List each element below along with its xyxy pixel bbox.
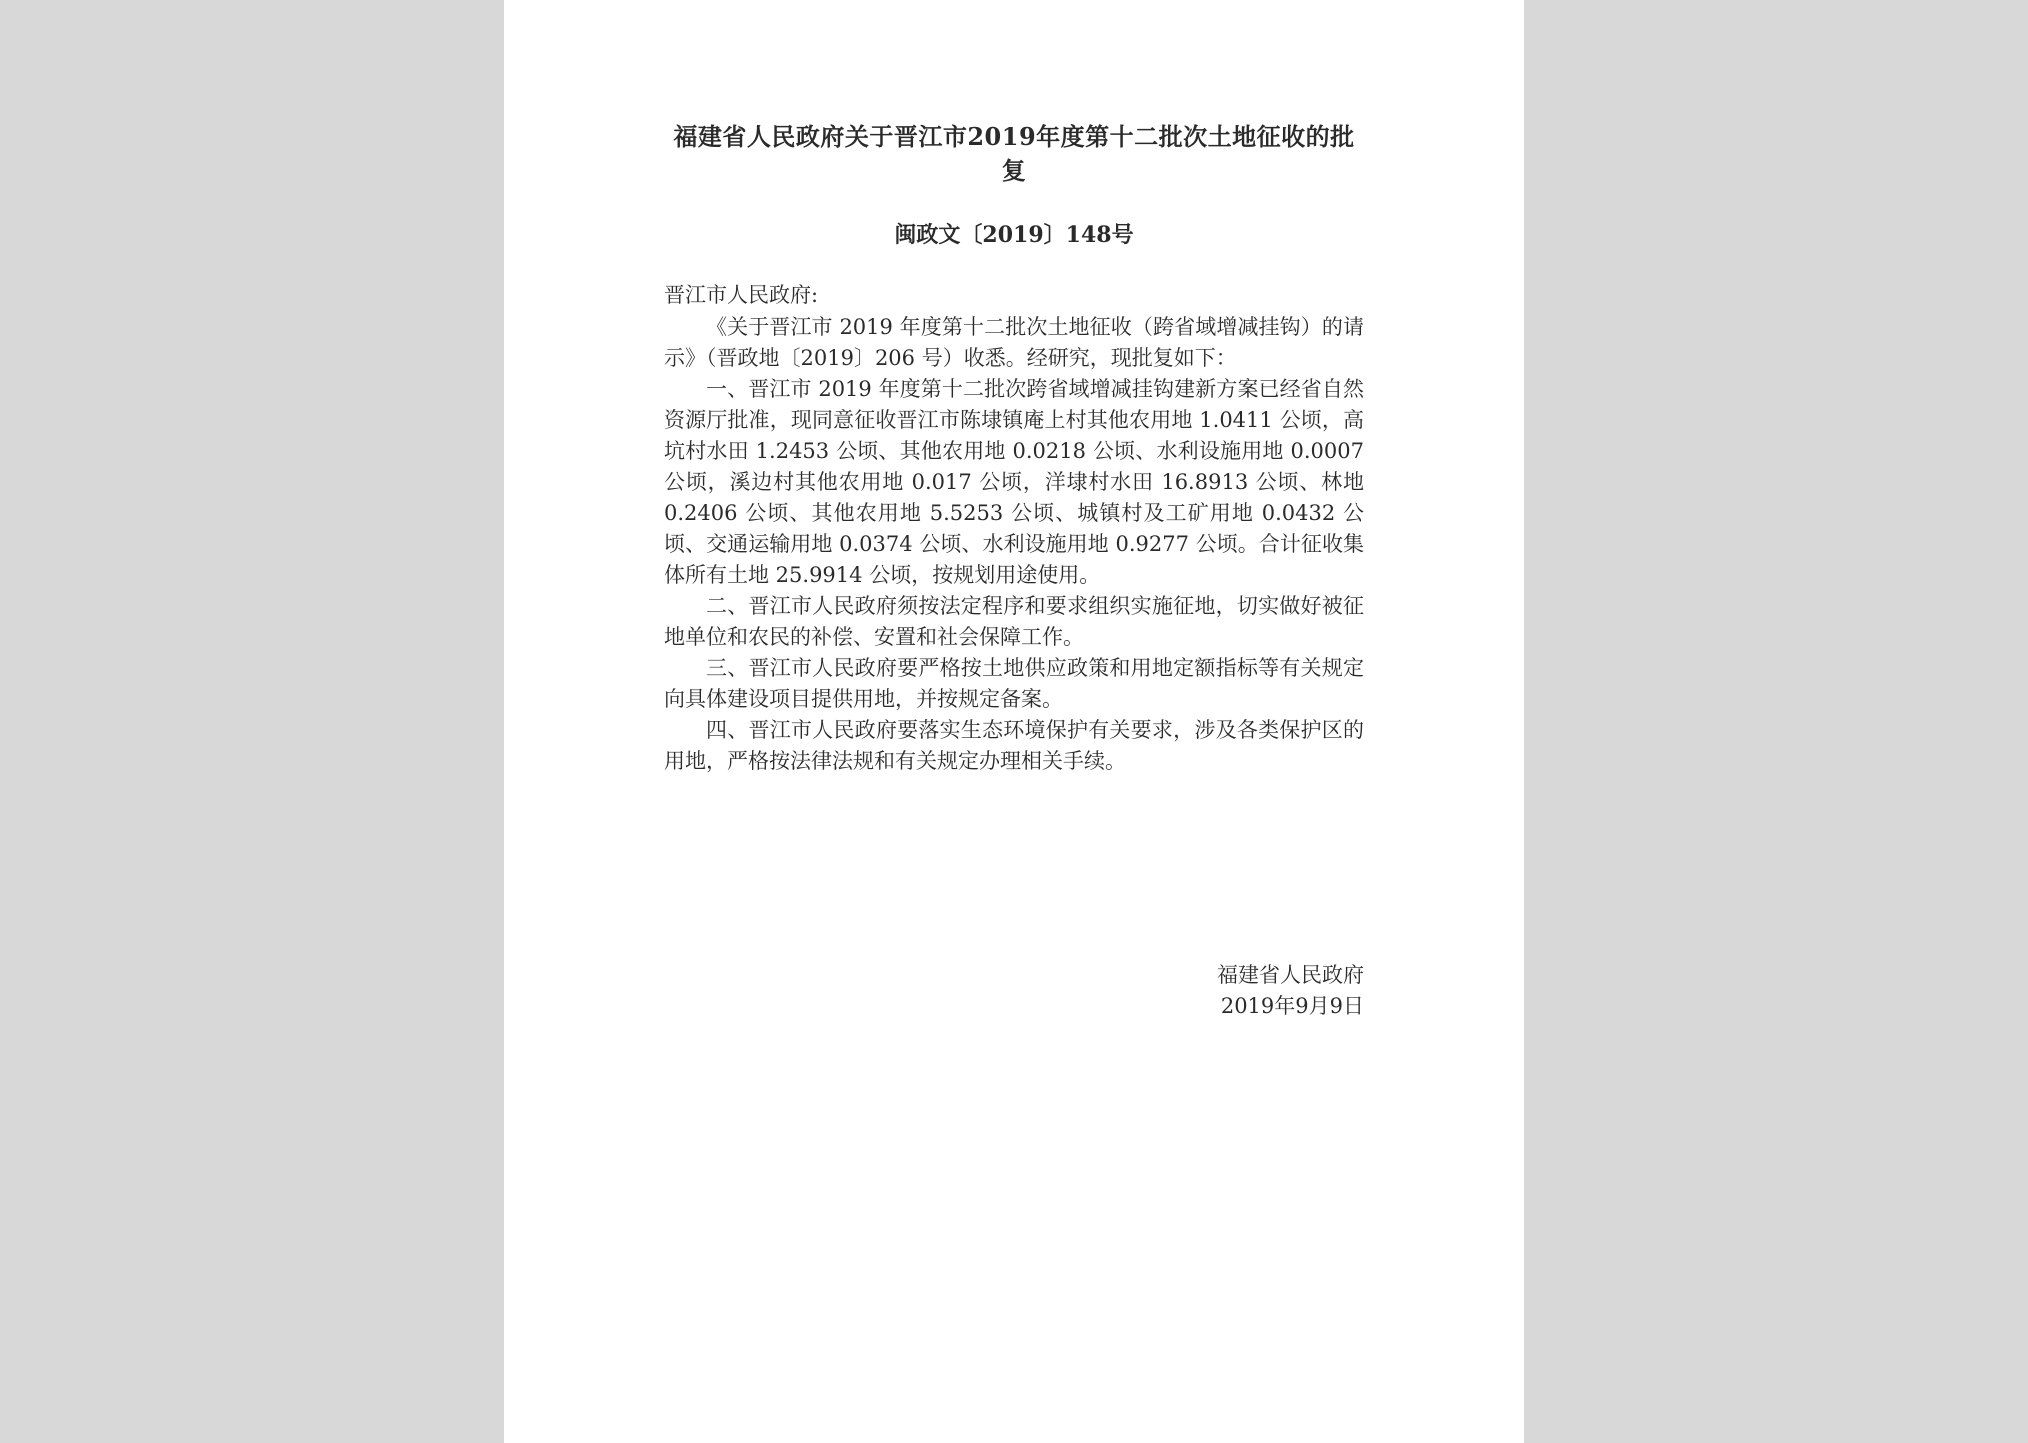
signature-block [1217,960,1364,1022]
signature-issuer: 福建省人民政府 [1217,963,1364,987]
document-title: 福建省人民政府关于晋江市2019年度第十二批次土地征收的批复 [673,122,1355,185]
paragraph-item-4: 四、晋江市人民政府要落实生态环境保护有关要求，涉及各类保护区的用地，严格按法律法规和有关规定办理相关手续。 [664,718,1364,773]
document-page [504,0,1524,1443]
salutation: 晋江市人民政府: [664,283,819,307]
paragraph-item-3: 三、晋江市人民政府要严格按土地供应政策和用地定额指标等有关规定向具体建设项目提供用地，并按规定备案。 [664,656,1364,711]
document-number: 闽政文〔2019〕148号 [894,222,1134,248]
paragraph-item-1: 一、晋江市 2019 年度第十二批次跨省域增减挂钩建新方案已经省自然资源厅批准，现同意征收晋江市陈埭镇庵上村其他农用地 1.0411 公顷，高坑村水田 1.2453 公顷、其他农用地 0.0218 公顷、水利设施用地 0.0007 公顷，溪边村其他农用地 0.017 公顷，洋埭村水田 16.8913 公顷、林地 0.2406 公顷、其他农用地 5.5253 公顷、城镇村及工矿用地 0.0432 公顷、交通运输用地 0.0374 公顷、水利设施用地 0.9277 公顷。合计征收集体所有土地 25.9914 公顷，按规划用途使用。 [664,377,1364,587]
document-content [664,120,1364,777]
paragraph-intro: 《关于晋江市 2019 年度第十二批次土地征收（跨省域增减挂钩）的请示》（晋政地〔2019〕206 号）收悉。经研究，现批复如下： [664,315,1364,370]
signature-date: 2019年9月9日 [1220,994,1364,1018]
paragraph-item-2: 二、晋江市人民政府须按法定程序和要求组织实施征地，切实做好被征地单位和农民的补偿、安置和社会保障工作。 [664,594,1364,649]
